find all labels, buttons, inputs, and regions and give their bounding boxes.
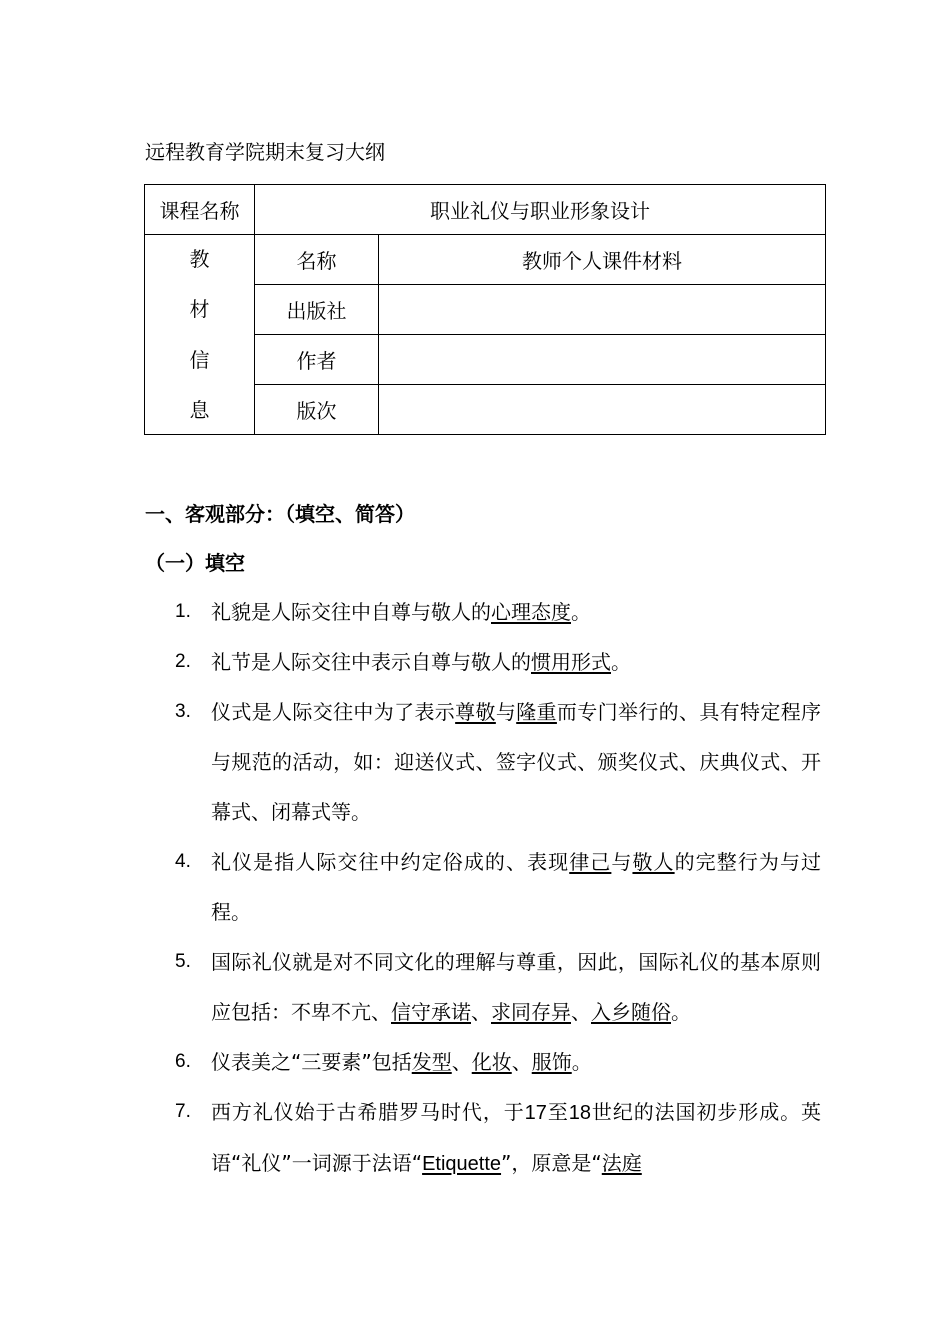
list-item-number: 2.: [175, 651, 191, 672]
item-text: 国际礼仪就是对不同文化的理解与尊重，因此，国际礼仪的基本原则应包括：不卑不亢、: [211, 950, 821, 1024]
author-label: 作者: [255, 335, 379, 385]
answer-text: 发型: [411, 1050, 452, 1074]
item-text: 的完整行为与过程。: [211, 850, 822, 924]
material-info-label: [145, 235, 255, 435]
item-text: 与: [611, 850, 633, 874]
item-text: 西方礼仪始于古希腊罗马时代，于: [211, 1100, 525, 1124]
item-text: 17: [524, 1102, 547, 1124]
course-info-table: [144, 184, 826, 435]
item-text: 礼仪是指人际交往中约定俗成的、表现: [211, 850, 570, 874]
fill-in-list: [175, 587, 822, 1189]
material-info-char: 信: [189, 347, 210, 372]
material-name-value: 教师个人课件材料: [379, 235, 826, 285]
answer-text: 心理态度: [491, 600, 571, 624]
list-item: [175, 587, 821, 637]
answer-text: 敬人: [632, 850, 675, 874]
item-text: 礼节是人际交往中表示自尊与敬人的: [211, 650, 531, 674]
course-name-value: 职业礼仪与职业形象设计: [255, 185, 826, 235]
answer-text: Etiquette: [422, 1153, 502, 1175]
item-text: 。: [671, 1000, 691, 1024]
answer-text: 惯用形式: [531, 650, 611, 674]
item-text: 、: [571, 1000, 591, 1024]
list-item-number: 4.: [175, 851, 191, 872]
item-text: 、: [451, 1050, 472, 1074]
answer-text: 入乡随俗: [591, 1000, 671, 1024]
list-item: [175, 937, 821, 1037]
list-item-number: 6.: [175, 1051, 191, 1072]
item-text: 、: [471, 1000, 491, 1024]
publisher-label: 出版社: [255, 285, 379, 335]
section-heading: 一、客观部分：（填空、简答）: [145, 502, 415, 526]
item-text: 。: [571, 600, 591, 624]
list-item-number: 1.: [175, 601, 191, 622]
answer-text: 信守承诺: [391, 1000, 471, 1024]
answer-text: 化妆: [471, 1050, 512, 1074]
item-text: 至: [546, 1100, 569, 1124]
answer-text: 隆重: [516, 700, 557, 724]
item-text: 仪式是人际交往中为了表示: [211, 700, 456, 724]
material-info-char: 教: [189, 247, 210, 271]
document-title: 远程教育学院期末复习大纲: [145, 140, 385, 164]
answer-text: 求同存异: [491, 1000, 571, 1024]
edition-value: [379, 385, 826, 435]
material-name-label: 名称: [255, 235, 379, 285]
item-text: 。: [571, 1050, 592, 1074]
list-item: [175, 637, 821, 687]
list-item-number: 3.: [175, 701, 191, 722]
list-item: [175, 1037, 821, 1087]
item-text: 礼貌是人际交往中自尊与敬人的: [211, 600, 491, 624]
course-name-label: 课程名称: [145, 185, 255, 235]
item-text: 、: [511, 1050, 532, 1074]
answer-text: 律己: [569, 850, 612, 874]
answer-text: 服饰: [531, 1050, 572, 1074]
list-item-number: 5.: [175, 951, 191, 972]
publisher-value: [379, 285, 826, 335]
subsection-heading: （一）填空: [145, 551, 245, 575]
edition-label: 版次: [255, 385, 379, 435]
item-text: 。: [611, 650, 631, 674]
answer-text: 法庭: [601, 1151, 642, 1175]
item-text: 仪表美之“三要素”包括: [211, 1050, 412, 1074]
material-info-char: 材: [189, 297, 210, 322]
item-text: 世纪的法国初步形成。英语“礼仪”一词源于法语“: [211, 1100, 822, 1175]
item-text: ”，原意是“: [501, 1151, 602, 1175]
answer-text: 尊敬: [455, 700, 496, 724]
item-text: 18: [568, 1102, 591, 1124]
material-info-char: 息: [189, 397, 210, 422]
list-item: [175, 1087, 822, 1189]
list-item-number: 7.: [175, 1101, 191, 1122]
item-text: 与: [495, 700, 517, 724]
author-value: [379, 335, 826, 385]
list-item: [175, 837, 822, 937]
item-text: 而专门举行的、具有特定程序与规范的活动，如：迎送仪式、签字仪式、颁奖仪式、庆典仪式、开幕式、闭幕式等。: [211, 700, 822, 824]
list-item: [175, 687, 822, 837]
